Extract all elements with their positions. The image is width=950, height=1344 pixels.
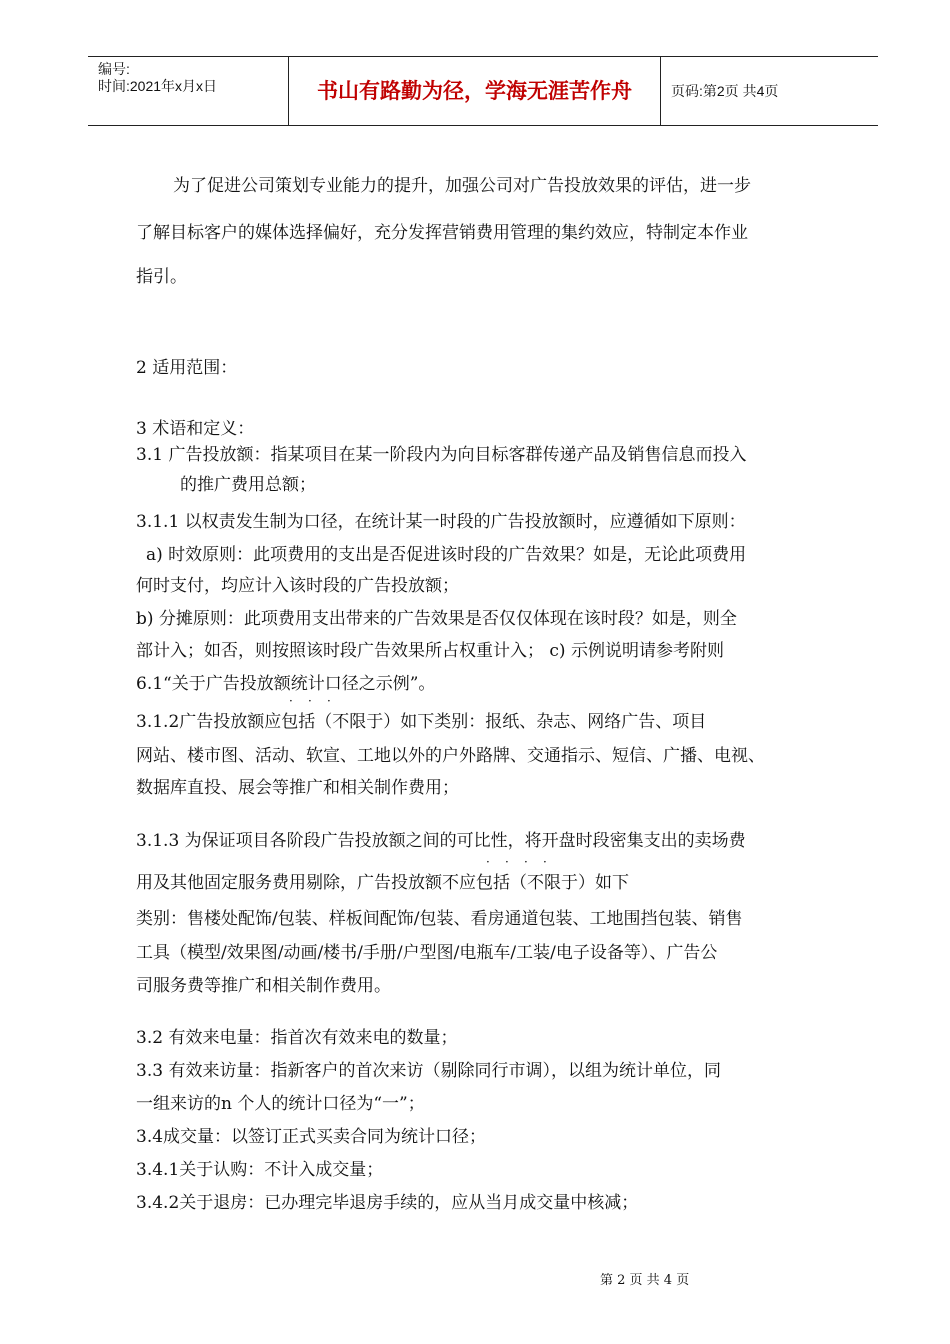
body-line: 一组来访的n 个人的统计口径为“一”； bbox=[136, 1094, 425, 1114]
body-line: 网站、楼市图、活动、软宣、工地以外的户外路牌、交通指示、短信、广播、电视、 bbox=[136, 746, 765, 766]
body-line: 3.4成交量：以签订正式买卖合同为统计口径； bbox=[136, 1127, 487, 1147]
body-line: 指引。 bbox=[136, 267, 187, 287]
body-line: 3.1.1 以权责发生制为口径，在统计某一时段的广告投放额时，应遵循如下原则： bbox=[136, 512, 746, 532]
body-line: 部计入；如否，则按照该时段广告效果所占权重计入； c) 示例说明请参考附则 bbox=[136, 641, 724, 661]
body-line: 3.3 有效来访量：指新客户的首次来访（剔除同行市调），以组为统计单位，同 bbox=[136, 1061, 721, 1081]
document-number-label: 编号: bbox=[98, 61, 130, 77]
emphasis-dot: · bbox=[543, 855, 547, 869]
body-line: 数据库直投、展会等推广和相关制作费用； bbox=[136, 778, 459, 798]
body-line: 类别：售楼处配饰/包装、样板间配饰/包装、看房通道包装、工地围挡包装、销售 bbox=[136, 909, 743, 929]
page-header bbox=[88, 56, 878, 126]
body-line: 3.4.2关于退房：已办理完毕退房手续的，应从当月成交量中核减； bbox=[136, 1193, 639, 1213]
page-footer: 第 2 页 共 4 页 bbox=[600, 1273, 690, 1288]
section-heading: 2 适用范围： bbox=[136, 358, 238, 378]
section-heading: 3 术语和定义： bbox=[136, 419, 255, 439]
emphasis-dot: · bbox=[524, 855, 528, 869]
header-motto: 书山有路勤为径，学海无涯苦作舟 bbox=[288, 57, 661, 125]
body-line: 3.1 广告投放额：指某项目在某一阶段内为向目标客群传递产品及销售信息而投入 bbox=[136, 445, 747, 465]
emphasis-dot: · bbox=[505, 855, 509, 869]
header-meta bbox=[88, 57, 288, 125]
body-line: b) 分摊原则：此项费用支出带来的广告效果是否仅仅体现在该时段？如是，则全 bbox=[136, 609, 737, 629]
body-line: 3.1.2广告投放额应包括（不限于）如下类别：报纸、杂志、网络广告、项目 bbox=[136, 712, 707, 732]
body-line: 的推广费用总额； bbox=[180, 475, 316, 495]
body-line: 6.1“关于广告投放额统计口径之示例”。 bbox=[136, 674, 436, 694]
body-line: 3.2 有效来电量：指首次有效来电的数量； bbox=[136, 1028, 458, 1048]
document-date-label: 时间:2021年x月x日 bbox=[98, 78, 218, 94]
body-line: 司服务费等推广和相关制作费用。 bbox=[136, 976, 391, 996]
body-line: a) 时效原则：此项费用的支出是否促进该时段的广告效果？如是，无论此项费用 bbox=[146, 545, 747, 565]
emphasis-dot: · bbox=[289, 694, 293, 708]
emphasis-dot: · bbox=[308, 694, 312, 708]
body-line: 了解目标客户的媒体选择偏好，充分发挥营销费用管理的集约效应，特制定本作业 bbox=[136, 223, 748, 243]
body-line: 何时支付，均应计入该时段的广告投放额； bbox=[136, 576, 459, 596]
body-line: 为了促进公司策划专业能力的提升，加强公司对广告投放效果的评估，进一步 bbox=[173, 176, 751, 196]
emphasis-dot: · bbox=[486, 855, 490, 869]
body-line: 3.4.1关于认购：不计入成交量； bbox=[136, 1160, 384, 1180]
body-line: 工具（模型/效果图/动画/楼书/手册/户型图/电瓶车/工装/电子设备等）、广告公 bbox=[136, 943, 718, 963]
emphasis-dot: · bbox=[327, 694, 331, 708]
body-line: 3.1.3 为保证项目各阶段广告投放额之间的可比性，将开盘时段密集支出的卖场费 bbox=[136, 831, 746, 851]
body-line: 用及其他固定服务费用剔除，广告投放额不应包括（不限于）如下 bbox=[136, 873, 629, 893]
header-page-number: 页码:第2页 共4页 bbox=[671, 83, 779, 99]
